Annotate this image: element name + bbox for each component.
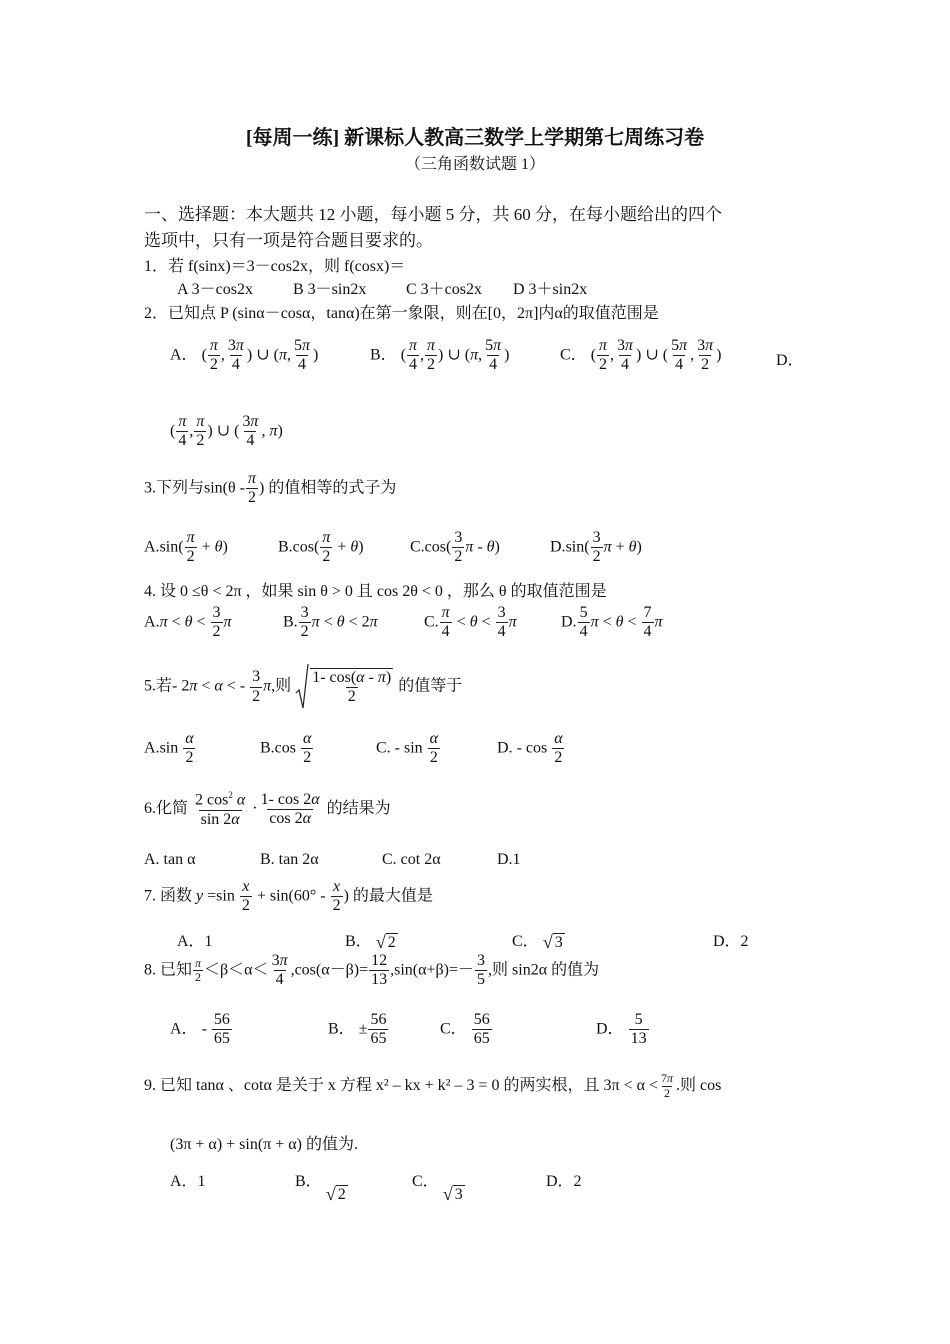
question-9-line1: 9. 已知 tanα 、cotα 是关于 x 方程 x² – kx + k² – 3 = 0 的两实根，且 3π < α < $\frac{7\pi}{2}$ .则 cos (144, 1071, 722, 1100)
question-6-stem-post: 的结果为 (326, 800, 391, 818)
option-label: B． (295, 1173, 322, 1190)
option-label: B． (370, 346, 397, 364)
question-3-stem-post: ) 的值相等的式子为 (259, 479, 397, 497)
question-6-option-a: A. tan α (144, 851, 196, 868)
question-3-option-c: C.cos( $\frac{3}{2}$ π - θ) (410, 529, 500, 566)
radicand: 2 (387, 933, 396, 951)
option-label: A. (144, 613, 160, 631)
option-label: C. (410, 538, 425, 556)
question-1-option-b: B 3－sin2x (293, 281, 367, 298)
sqrt-sign: $\frac{1- \cos(\alpha - \pi)}{2}$ (295, 663, 394, 711)
question-8-stem-post: ,则 sin2α 的值为 (488, 961, 600, 979)
question-7-stem: 7. 函数 y =sin $\frac{x}{2}$ + sin(60° - $\frac{x}{2}$ ) 的最大值是 (144, 878, 433, 915)
sqrt-sign: √ 2 (375, 931, 396, 952)
question-6-stem: 6.化简 $\frac{2 \cos^2 \alpha}{\sin 2\alpha}$ · $\frac{1- \cos 2\alpha}{\cos 2\alpha}$ 的结果为 (144, 790, 391, 828)
question-8-option-b: B． ± $\frac{56}{65}$ (328, 1011, 387, 1048)
question-7-stem-pre: 7. 函数 (144, 887, 193, 905)
page-subtitle: （三角函数试题 1） (404, 156, 545, 173)
sqrt-sign: √ 2 (325, 1183, 346, 1204)
radicand: 3 (554, 933, 563, 951)
question-9-line1-post: .则 cos (676, 1077, 722, 1094)
question-8-stem-mid1: ＜β＜α＜ (204, 961, 269, 979)
option-label: B． (328, 1020, 355, 1038)
radicand: 2 (337, 1185, 346, 1203)
option-label: C． (440, 1020, 467, 1038)
question-2-option-a: A． ( $\frac{\pi}{2}$ , $\frac{3\pi}{4}$ ) ∪ (π, $\frac{5\pi}{4}$ ) (170, 337, 319, 374)
option-label: D. (550, 538, 566, 556)
page-title: [每周一练] 新课标人教高三数学上学期第七周练习卷 (245, 127, 705, 149)
question-8-option-a: A． - $\frac{56}{65}$ (170, 1011, 230, 1048)
question-9-option-d: D．2 (546, 1173, 582, 1190)
question-3-stem-pre: 3.下列与sin(θ - (144, 479, 245, 497)
question-6-option-d: D.1 (497, 851, 521, 868)
question-2-option-c: C． ( $\frac{\pi}{2}$ , $\frac{3\pi}{4}$ ) ∪ ( $\frac{5\pi}{4}$ , $\frac{3\pi}{2}$ ) (560, 337, 722, 374)
question-1-option-d: D 3＋sin2x (513, 281, 588, 298)
option-label: C. (376, 739, 391, 757)
question-5-option-a: A.sin $\frac{\alpha}{2}$ (144, 730, 194, 767)
question-5-option-b: B.cos $\frac{\alpha}{2}$ (260, 730, 312, 767)
question-1-option-c: C 3＋cos2x (406, 281, 483, 298)
radicand: 3 (454, 1185, 463, 1203)
question-9-option-c (412, 1168, 465, 1204)
question-7-option-d: D．2 (713, 933, 749, 950)
option-label: D. (497, 739, 513, 757)
question-5-option-d: D. - cos $\frac{\alpha}{2}$ (497, 730, 563, 767)
option-label: B. (278, 538, 293, 556)
question-8-option-c: C． $\frac{56}{65}$ (440, 1011, 490, 1048)
option-label: C． (560, 346, 587, 364)
question-3-stem: 3.下列与sin(θ - $\frac{\pi}{2}$ ) 的值相等的式子为 (144, 470, 397, 507)
question-7-option-a: A．1 (177, 933, 213, 950)
question-5-stem: 5.若- 2π < α < - $\frac{3}{2}$ π,则 $\frac{1- \cos(\alpha - \pi)}{2}$ 的值等于 (144, 663, 462, 711)
question-2-option-b: B． ( $\frac{\pi}{4}$ , $\frac{\pi}{2}$ ) ∪ (π, $\frac{5\pi}{4}$ ) (370, 337, 510, 374)
question-6-stem-pre: 6.化简 (144, 800, 189, 818)
question-9-line1-text: 9. 已知 tanα 、cotα 是关于 x 方程 x² – kx + k² – 3 = 0 的两实根，且 3π < α < (144, 1077, 659, 1094)
option-label: A. (144, 538, 160, 556)
question-8-stem-mid3: ,sin(α+β)=－ (390, 961, 475, 979)
option-label: D． (596, 1020, 624, 1038)
question-8-stem: 8. 已知 $\frac{\pi}{2}$ ＜β＜α＜ $\frac{3\pi}{4}$ ,cos(α－β)= $\frac{12}{13}$ ,sin(α+β)=－ $\frac{3}{5}$ ,则 sin2α 的值为 (144, 952, 600, 989)
question-9-line2: (3π + α) + sin(π + α) 的值为. (170, 1136, 358, 1153)
question-2-stem: 2．已知点 P (sinα－cosα，tanα)在第一象限，则在[0，2π]内α的取值范围是 (144, 305, 659, 322)
question-9-option-b (295, 1168, 348, 1204)
sqrt-sign: √ 3 (442, 1183, 463, 1204)
question-1-option-a: A 3－cos2x (177, 281, 254, 298)
section-heading-line2: 选项中，只有一项是符合题目要求的。 (144, 231, 433, 250)
question-5-stem-pre: 5.若 (144, 677, 173, 695)
sqrt-sign: √ 3 (542, 931, 563, 952)
section-heading-line1: 一、选择题：本大题共 12 小题，每小题 5 分，共 60 分，在每小题给出的四个 (144, 205, 722, 224)
question-3-option-b: B.cos( $\frac{\pi}{2}$ + θ) (278, 529, 364, 566)
question-8-option-d: D． $\frac{5}{13}$ (596, 1011, 647, 1048)
question-4-option-d: D. $\frac{5}{4}$ π < θ < $\frac{7}{4}$ π (561, 604, 663, 641)
question-5-stem-mid: ,则 (271, 677, 292, 695)
question-4-option-c: C. $\frac{\pi}{4}$ < θ < $\frac{3}{4}$ π (424, 604, 517, 641)
question-4-option-a: A.π < θ < $\frac{3}{2}$ π (144, 604, 232, 641)
option-label: B. (283, 613, 298, 631)
option-label: A． (170, 1020, 198, 1038)
option-label: D. (561, 613, 577, 631)
question-2-option-d: ( $\frac{\pi}{4}$ , $\frac{\pi}{2}$ ) ∪ ( $\frac{3\pi}{4}$ , π) (170, 413, 283, 450)
question-7-option-c (512, 928, 565, 952)
question-4-option-b: B. $\frac{3}{2}$ π < θ < 2π (283, 604, 378, 641)
question-7-stem-post: 的最大值是 (352, 887, 433, 905)
question-8-stem-pre: 8. 已知 (144, 961, 193, 979)
option-label: B． (345, 933, 372, 950)
option-label: A． (170, 346, 198, 364)
option-label: C. (424, 613, 439, 631)
question-8-stem-mid2: ,cos(α－β)= (290, 961, 369, 979)
question-5-option-c: C. - sin $\frac{\alpha}{2}$ (376, 730, 439, 767)
option-label: B. (260, 739, 275, 757)
question-4-stem: 4. 设 0 ≤θ < 2π ，如果 sin θ > 0 且 cos 2θ < 0 ，那么 θ 的取值范围是 (144, 583, 607, 600)
question-7-option-b (345, 928, 398, 952)
option-label: C． (412, 1173, 439, 1190)
question-2-option-d-label: D． (776, 352, 804, 369)
question-5-stem-post: 的值等于 (398, 677, 463, 695)
question-3-option-a: A.sin( $\frac{\pi}{2}$ + θ) (144, 529, 228, 566)
question-9-option-a: A．1 (170, 1173, 206, 1190)
option-label: C． (512, 933, 539, 950)
question-6-option-c: C. cot 2α (382, 851, 441, 868)
option-label: A. (144, 739, 160, 757)
question-6-option-b: B. tan 2α (260, 851, 319, 868)
question-3-option-d: D.sin( $\frac{3}{2}$ π + θ) (550, 529, 642, 566)
question-1-stem: 1．若 f(sinx)＝3－cos2x，则 f(cosx)＝ (144, 258, 406, 275)
